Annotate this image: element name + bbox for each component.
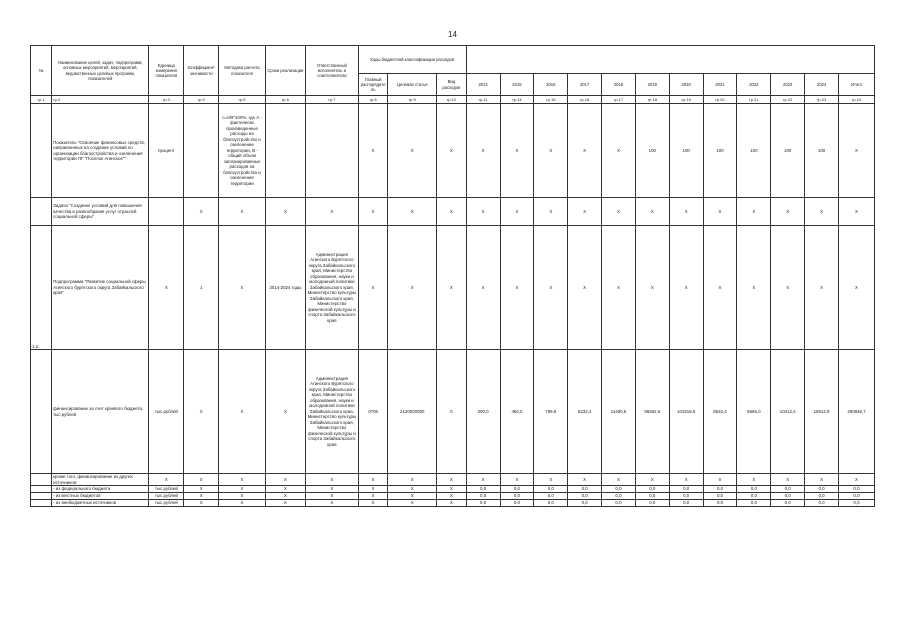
year-value-cell: 8532,4 [703, 350, 737, 474]
table-row [31, 104, 875, 198]
total-cell: X [838, 198, 874, 226]
index-cell: гр.8 [358, 96, 388, 104]
year-value-cell: 16912,9 [805, 350, 839, 474]
year-value-cell: X [534, 198, 568, 226]
year-value-cell: X [568, 474, 602, 486]
year-value-cell: 0,0 [602, 486, 636, 493]
exec-cell: Администрация Агинского Бурятского округа Забайкальского края, Министерство образования, науки и молодежной политики Забайкальского края, Министерство культуры Забайкальского края, Министерство физической культуры и спорта Забайкальского края [305, 226, 358, 350]
exec-cell: X [305, 198, 358, 226]
year-value-cell: 100 [771, 104, 805, 198]
index-cell: гр.11 [466, 96, 500, 104]
table-row [31, 486, 875, 493]
header-year: 2020 [669, 74, 703, 96]
year-value-cell: X [805, 226, 839, 350]
year-value-cell: X [669, 198, 703, 226]
coef-cell: X [184, 350, 219, 474]
table-row [31, 474, 875, 486]
year-value-cell: 0,0 [703, 500, 737, 507]
no-cell [31, 198, 52, 226]
table-row [31, 198, 875, 226]
year-value-cell: 100 [635, 104, 669, 198]
vr-cell: X [437, 486, 467, 493]
year-value-cell: X [805, 474, 839, 486]
coef-cell [184, 104, 219, 198]
table-row [31, 493, 875, 500]
year-value-cell: X [737, 474, 771, 486]
header-total: Итого [838, 74, 874, 96]
year-value-cell: 8232,4 [568, 350, 602, 474]
year-value-cell: X [703, 226, 737, 350]
year-value-cell: X [500, 198, 534, 226]
year-value-cell: 0,0 [805, 493, 839, 500]
year-value-cell: X [703, 474, 737, 486]
grbs-cell: 0706 [358, 350, 388, 474]
index-cell: гр.16 [568, 96, 602, 104]
year-value-cell: 0,0 [500, 500, 534, 507]
index-cell: гр.18 [635, 96, 669, 104]
unit-cell: тыс.рублей [149, 500, 184, 507]
no-cell [31, 474, 52, 486]
year-value-cell: X [669, 474, 703, 486]
coef-cell: X [184, 486, 219, 493]
header-codes: Коды бюджетной классификации расходов [358, 46, 466, 74]
year-value-cell: 95902,6 [635, 350, 669, 474]
unit-cell: X [149, 474, 184, 486]
year-value-cell: X [635, 474, 669, 486]
year-value-cell: 200,0 [466, 350, 500, 474]
index-cell: гр.15 [534, 96, 568, 104]
year-value-cell: X [771, 198, 805, 226]
year-value-cell: 460,0 [500, 350, 534, 474]
name-cell: Показатель "Освоение финансовых средств, направленных на создание условий по организации благоустройства и озеленения территории ПГ "Поселок Агинское"" [52, 104, 149, 198]
vr-cell: X [437, 198, 467, 226]
index-cell: гр.19 [669, 96, 703, 104]
method-cell: X [219, 198, 266, 226]
year-value-cell: X [602, 474, 636, 486]
name-cell: кроме того, финансирование из других источников: [52, 474, 149, 486]
year-value-cell: X [466, 104, 500, 198]
grbs-cell: X [358, 493, 388, 500]
method-cell: X [219, 226, 266, 350]
target-cell: X [388, 474, 437, 486]
method-cell: X [219, 474, 266, 486]
header-year: 2021 [703, 74, 737, 96]
header-year: 2014 [466, 74, 500, 96]
year-value-cell: 0,0 [466, 493, 500, 500]
year-value-cell: 0,0 [466, 500, 500, 507]
index-cell: гр.22 [771, 96, 805, 104]
year-value-cell: X [466, 226, 500, 350]
year-value-cell: X [771, 474, 805, 486]
header-target: Целевая статья [388, 74, 437, 96]
year-value-cell: 101818,5 [669, 350, 703, 474]
year-value-cell: 0,0 [602, 500, 636, 507]
year-value-cell: X [534, 104, 568, 198]
index-cell: гр.10 [437, 96, 467, 104]
coef-cell: 1 [184, 226, 219, 350]
header-name: Наименование целей, задач, подпрограмм, основных мероприятий, мероприятий, ведомственных целевых программ, показателей [52, 46, 149, 96]
index-cell: гр.17 [602, 96, 636, 104]
period-cell: X [265, 474, 305, 486]
period-cell [265, 104, 305, 198]
year-value-cell: 0,0 [771, 486, 805, 493]
header-year: 2018 [602, 74, 636, 96]
year-value-cell: 0,0 [737, 500, 771, 507]
header-year: 2017 [568, 74, 602, 96]
year-value-cell: X [737, 198, 771, 226]
total-cell: 0,0 [838, 493, 874, 500]
index-cell: гр.1 [31, 96, 52, 104]
grbs-cell: X [358, 500, 388, 507]
year-value-cell: 0,0 [635, 500, 669, 507]
exec-cell: Администрация Агинского Бурятского округа Забайкальского края, Министерство образования, науки и молодежной политики Забайкальского края, Министерство культуры Забайкальского края, Министерство физической культуры и спорта Забайкальского края [305, 350, 358, 474]
header-years-blank [466, 46, 874, 74]
year-value-cell: 11490,5 [602, 350, 636, 474]
year-value-cell: X [466, 198, 500, 226]
target-cell: X [388, 198, 437, 226]
coef-cell: X [184, 474, 219, 486]
no-cell [31, 500, 52, 507]
method-cell: X [219, 493, 266, 500]
no-cell [31, 104, 52, 198]
year-value-cell: 0,0 [737, 493, 771, 500]
coef-cell: X [184, 198, 219, 226]
total-cell: X [838, 226, 874, 350]
year-value-cell: 0,0 [500, 493, 534, 500]
total-cell: 0,0 [838, 486, 874, 493]
header-exec: Ответственный исполнитель и соисполнители [305, 46, 358, 96]
total-cell: 0,0 [838, 500, 874, 507]
grbs-cell: X [358, 474, 388, 486]
year-value-cell: X [669, 226, 703, 350]
year-value-cell: 0,0 [805, 486, 839, 493]
index-cell: гр.21 [737, 96, 771, 104]
header-year: 2019 [635, 74, 669, 96]
year-value-cell: 10412,4 [771, 350, 805, 474]
target-cell: X [388, 493, 437, 500]
grbs-cell: X [358, 486, 388, 493]
header-coef: Коэффициент значимости [184, 46, 219, 96]
no-cell [31, 486, 52, 493]
index-cell: гр.6 [265, 96, 305, 104]
year-value-cell: X [703, 198, 737, 226]
year-value-cell: 0,0 [669, 486, 703, 493]
table-row [31, 226, 875, 350]
year-value-cell: X [737, 226, 771, 350]
index-cell: гр.20 [703, 96, 737, 104]
index-cell: гр.4 [184, 96, 219, 104]
name-cell: Подпрограмма "Развитие социальной сферы Агинского бурятского округа Забайкальского края" [52, 226, 149, 350]
unit-cell: процент [149, 104, 184, 198]
year-value-cell: 0,0 [534, 500, 568, 507]
header-year: 2022 [737, 74, 771, 96]
table-row [31, 500, 875, 507]
year-value-cell: X [568, 226, 602, 350]
year-value-cell: 0,0 [669, 493, 703, 500]
index-cell: гр.7 [305, 96, 358, 104]
budget-table [30, 45, 875, 507]
year-value-cell: X [602, 104, 636, 198]
unit-cell: тыс.рублей [149, 350, 184, 474]
period-cell: 2014-2024 годы [265, 226, 305, 350]
index-cell: гр.24 [838, 96, 874, 104]
vr-cell: 0 [437, 350, 467, 474]
year-value-cell: 6665,0 [737, 350, 771, 474]
year-value-cell: X [568, 198, 602, 226]
year-value-cell: X [534, 226, 568, 350]
index-cell: гр.9 [388, 96, 437, 104]
exec-cell: X [305, 493, 358, 500]
index-cell: гр.3 [149, 96, 184, 104]
year-value-cell: X [500, 226, 534, 350]
grbs-cell: X [358, 226, 388, 350]
year-value-cell: 0,0 [534, 493, 568, 500]
exec-cell [305, 104, 358, 198]
target-cell: X [388, 486, 437, 493]
coef-cell: X [184, 500, 219, 507]
year-value-cell: X [805, 198, 839, 226]
year-value-cell: 0,0 [669, 500, 703, 507]
total-cell: X [838, 474, 874, 486]
target-cell: 2120000000 [388, 350, 437, 474]
year-value-cell: 100 [805, 104, 839, 198]
unit-cell: тыс.рублей [149, 493, 184, 500]
vr-cell: X [437, 474, 467, 486]
index-cell: гр.23 [805, 96, 839, 104]
header-no: № [31, 46, 52, 96]
total-cell: X [838, 104, 874, 198]
name-cell: финансирование за счет краевого бюджета, тыс.рублей [52, 350, 149, 474]
header-year: 2023 [771, 74, 805, 96]
target-cell: X [388, 500, 437, 507]
year-value-cell: 100 [703, 104, 737, 198]
header-period: Сроки реализации [265, 46, 305, 96]
method-cell: X [219, 350, 266, 474]
index-cell: гр.5 [219, 96, 266, 104]
name-cell: - из внебюджетных источников [52, 500, 149, 507]
year-value-cell: 0,0 [568, 486, 602, 493]
vr-cell: X [437, 493, 467, 500]
period-cell: X [265, 493, 305, 500]
header-row-1 [31, 46, 875, 74]
name-cell: - из федерального бюджета [52, 486, 149, 493]
year-value-cell: X [602, 198, 636, 226]
no-cell [31, 493, 52, 500]
header-grbs: Главный распорядитель [358, 74, 388, 96]
year-value-cell: X [500, 474, 534, 486]
year-value-cell: 100 [669, 104, 703, 198]
period-cell: X [265, 500, 305, 507]
total-cell: 260846,7 [838, 350, 874, 474]
year-value-cell: 799,8 [534, 350, 568, 474]
vr-cell: X [437, 500, 467, 507]
year-value-cell: 0,0 [568, 493, 602, 500]
year-value-cell: 0,0 [534, 486, 568, 493]
year-value-cell: X [534, 474, 568, 486]
table-row [31, 350, 875, 474]
year-value-cell: 0,0 [466, 486, 500, 493]
target-cell: X [388, 226, 437, 350]
exec-cell: X [305, 486, 358, 493]
header-year: 2024 [805, 74, 839, 96]
year-value-cell: 0,0 [635, 493, 669, 500]
year-value-cell: 0,0 [771, 500, 805, 507]
header-vr: Вид расходов [437, 74, 467, 96]
unit-cell [149, 198, 184, 226]
year-value-cell: 0,0 [568, 500, 602, 507]
exec-cell: X [305, 500, 358, 507]
vr-cell: X [437, 226, 467, 350]
year-value-cell: 100 [737, 104, 771, 198]
header-unit: Единица измерения показателя [149, 46, 184, 96]
year-value-cell: 0,0 [703, 493, 737, 500]
period-cell: X [265, 350, 305, 474]
year-value-cell: X [635, 198, 669, 226]
index-cell: гр.14 [500, 96, 534, 104]
page-number: 14 [448, 30, 457, 39]
index-row [31, 96, 875, 104]
no-cell [31, 350, 52, 474]
year-value-cell: 0,0 [805, 500, 839, 507]
year-value-cell: 0,0 [500, 486, 534, 493]
unit-cell: тыс.рублей [149, 486, 184, 493]
year-value-cell: X [500, 104, 534, 198]
method-cell: X [219, 500, 266, 507]
method-cell: I=A/B*100%, где A - фактически произведенные расходы на благоустройство и озеленение территории, B - общий объем запланированных расходов на благоустройство и озеленение территории [219, 104, 266, 198]
year-value-cell: X [771, 226, 805, 350]
header-method: Методика расчета показателя [219, 46, 266, 96]
year-value-cell: X [568, 104, 602, 198]
exec-cell: X [305, 474, 358, 486]
period-cell: X [265, 198, 305, 226]
year-value-cell: X [635, 226, 669, 350]
year-value-cell: 0,0 [602, 493, 636, 500]
header-year: 2016 [534, 74, 568, 96]
year-value-cell: 0,0 [703, 486, 737, 493]
index-cell: гр.2 [52, 96, 149, 104]
year-value-cell: 0,0 [771, 493, 805, 500]
target-cell: X [388, 104, 437, 198]
no-cell: 1.2. [31, 226, 52, 350]
year-value-cell: X [466, 474, 500, 486]
name-cell: Задача "Создание условий для повышения качества и разнообразия услуг отраслей социальной сферы" [52, 198, 149, 226]
year-value-cell: 0,0 [635, 486, 669, 493]
vr-cell: X [437, 104, 467, 198]
unit-cell: X [149, 226, 184, 350]
name-cell: - из местных бюджетов [52, 493, 149, 500]
year-value-cell: 0,0 [737, 486, 771, 493]
grbs-cell: X [358, 104, 388, 198]
coef-cell: X [184, 493, 219, 500]
year-value-cell: X [602, 226, 636, 350]
grbs-cell: X [358, 198, 388, 226]
period-cell: X [265, 486, 305, 493]
header-year: 2015 [500, 74, 534, 96]
method-cell: X [219, 486, 266, 493]
